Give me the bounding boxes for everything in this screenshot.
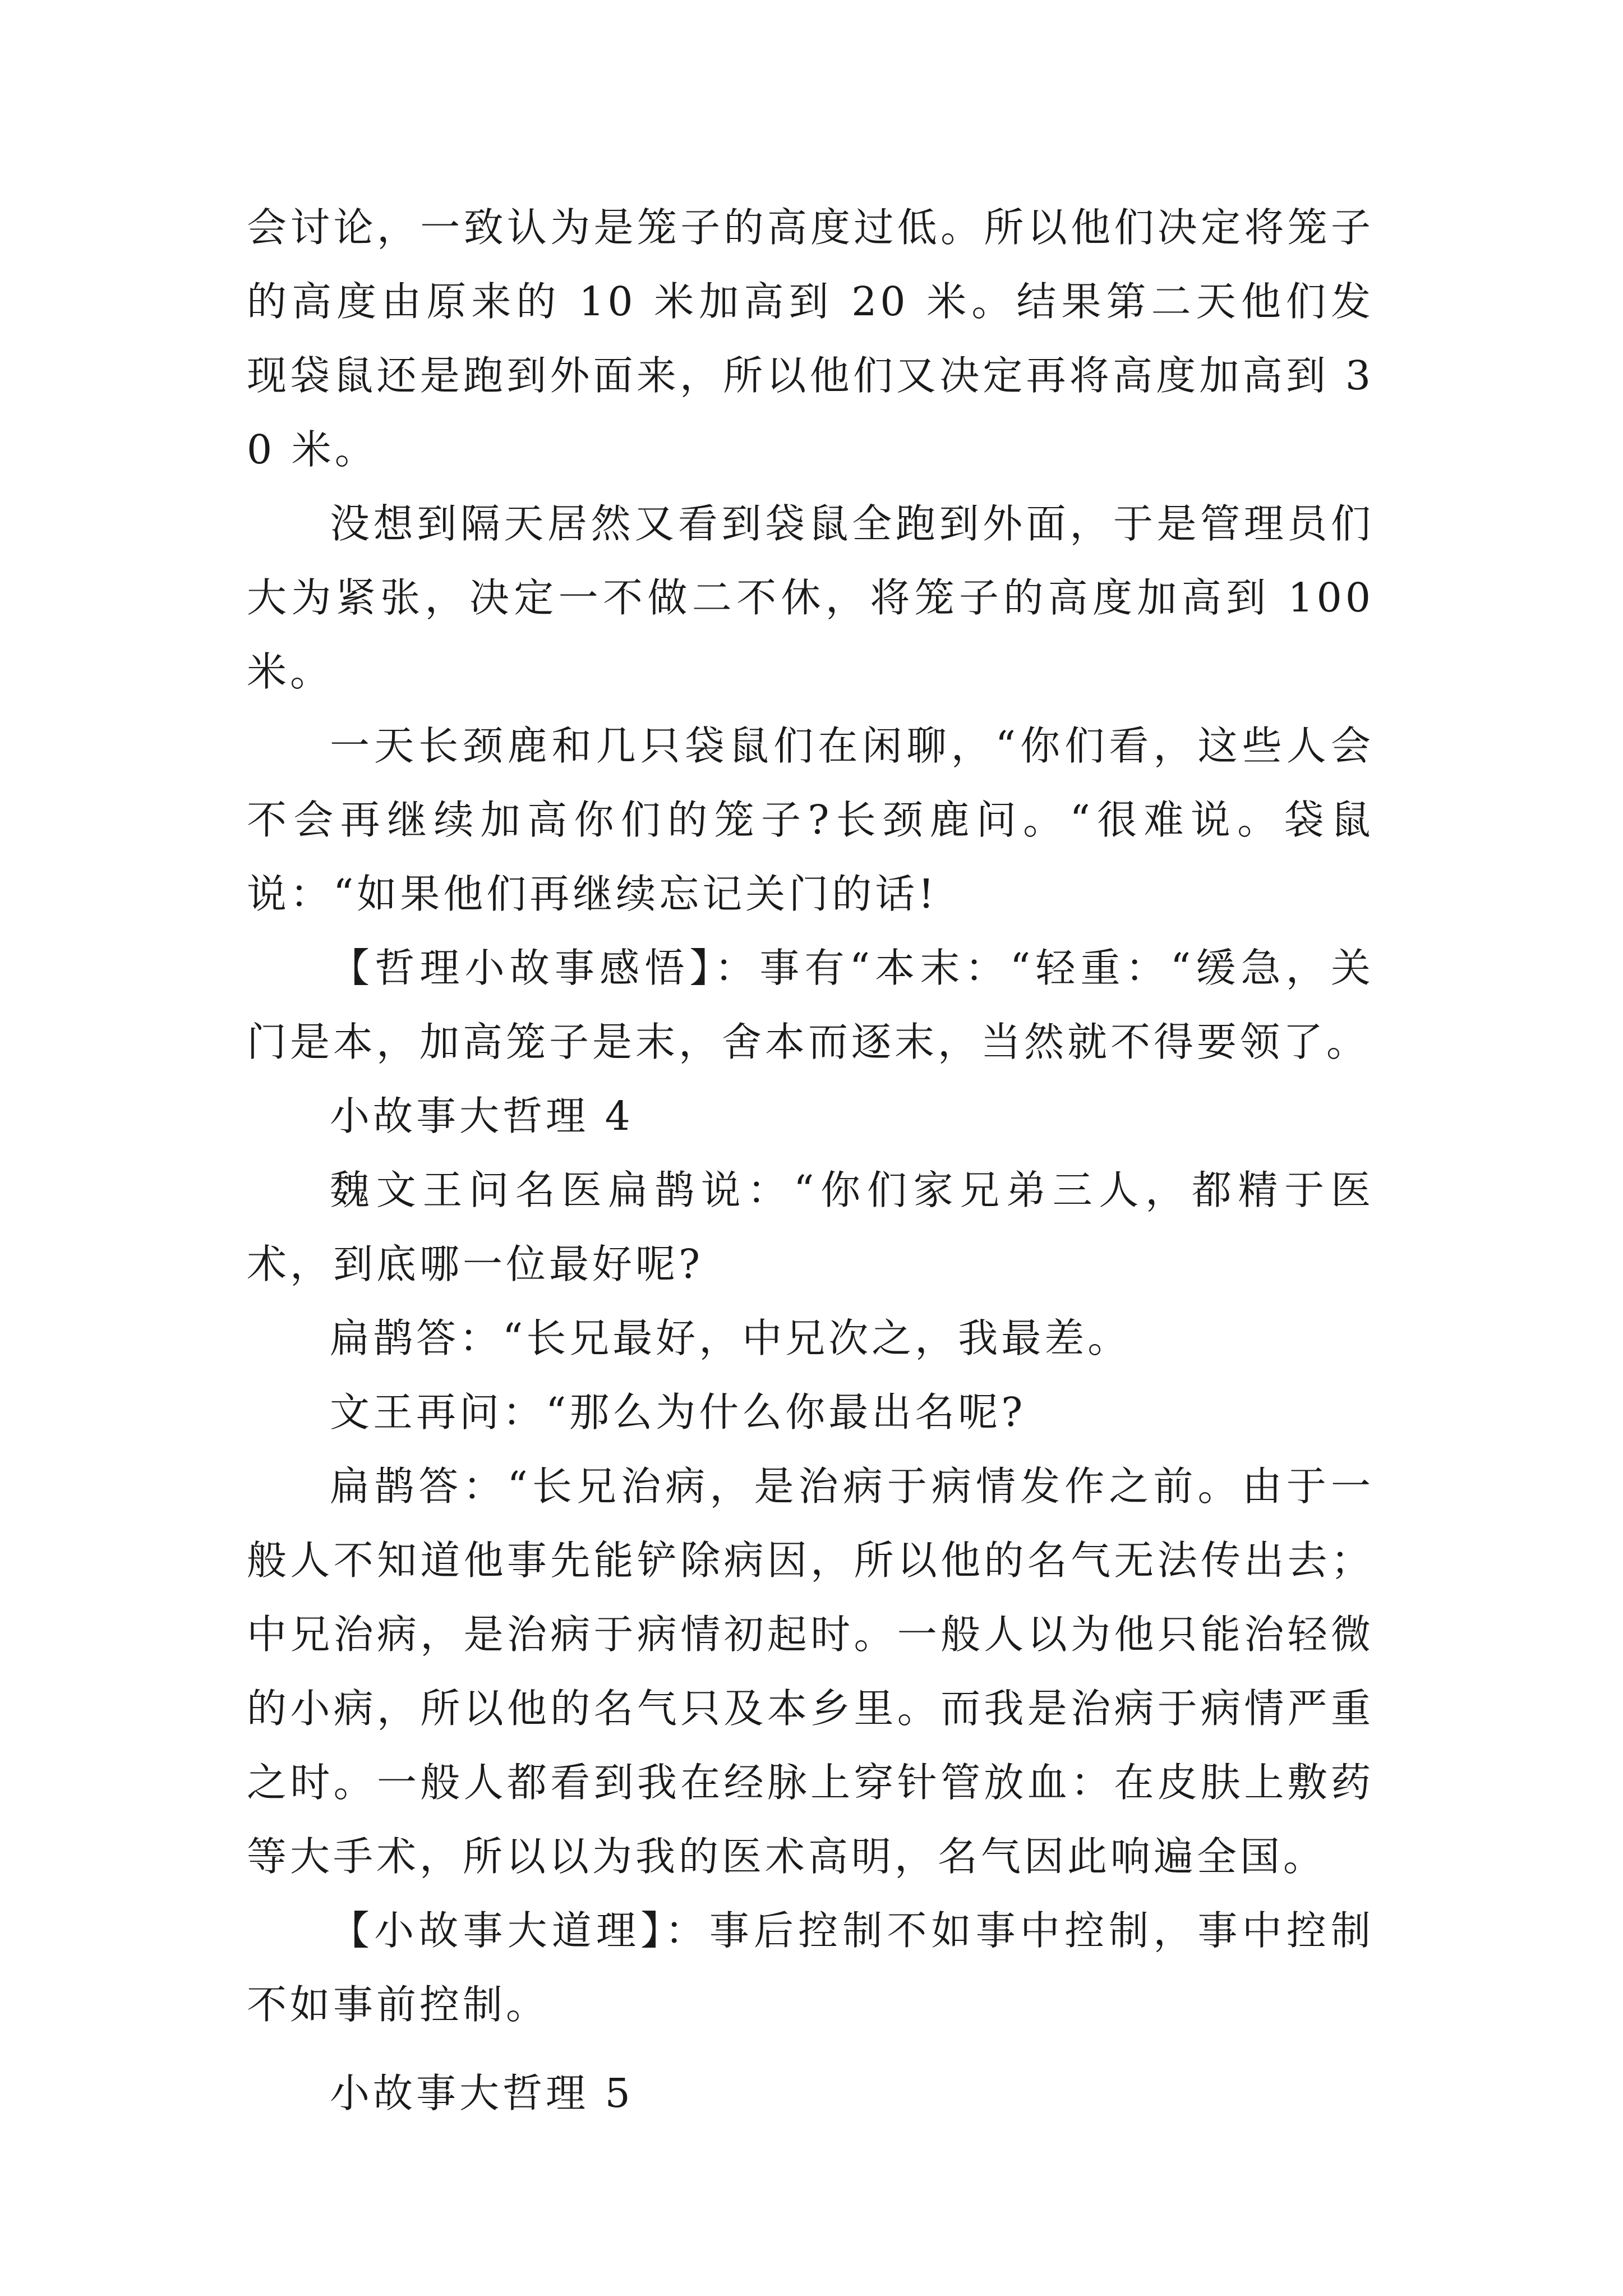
paragraph-king-question-2: 文王再问：“那么为什么你最出名呢? [330,1389,1026,1435]
paragraph-king-question: 魏文王问名医扁鹊说：“你们家兄弟三人，都精于医术，到底哪一位最好呢? [247,1167,1374,1287]
section-heading-story-5: 小故事大哲理 5 [330,2070,634,2116]
paragraph-story-continuation: 会讨论，一致认为是笼子的高度过低。所以他们决定将笼子的高度由原来的 10 米加高到 20 米。结果第二天他们发现袋鼠还是跑到外面来，所以他们又决定再将高度加高到 30 米。 [247,204,1374,473]
paragraph-giraffe-dialogue: 一天长颈鹿和几只袋鼠们在闲聊，“你们看，这些人会不会再继续加高你们的笼子?长颈鹿问。“很难说。袋鼠说：“如果他们再继续忘记关门的话! [247,723,1374,917]
document-page [247,191,1374,2131]
paragraph-story-lesson: 【小故事大道理】：事后控制不如事中控制，事中控制不如事前控制。 [247,1907,1374,2028]
section-heading-story-4: 小故事大哲理 4 [330,1093,634,1139]
paragraph-cage-100m: 没想到隔天居然又看到袋鼠全跑到外面，于是管理员们大为紧张，决定一不做二不休，将笼子的高度加高到 100 米。 [247,500,1374,695]
paragraph-moral-insight: 【哲理小故事感悟】：事有“本末：“轻重：“缓急，关门是本，加高笼子是末，舍本而逐末，当然就不得要领了。 [247,945,1374,1065]
paragraph-bianque-answer-2: 扁鹊答：“长兄治病，是治病于病情发作之前。由于一般人不知道他事先能铲除病因，所以他的名气无法传出去；中兄治病，是治病于病情初起时。一般人以为他只能治轻微的小病，所以他的名气只及本乡里。而我是治病于病情严重之时。一般人都看到我在经脉上穿针管放血：在皮肤上敷药等大手术，所以以为我的医术高明，名气因此响遍全国。 [247,1463,1374,1880]
paragraph-bianque-answer-1: 扁鹊答：“长兄最好，中兄次之，我最差。 [330,1315,1131,1361]
